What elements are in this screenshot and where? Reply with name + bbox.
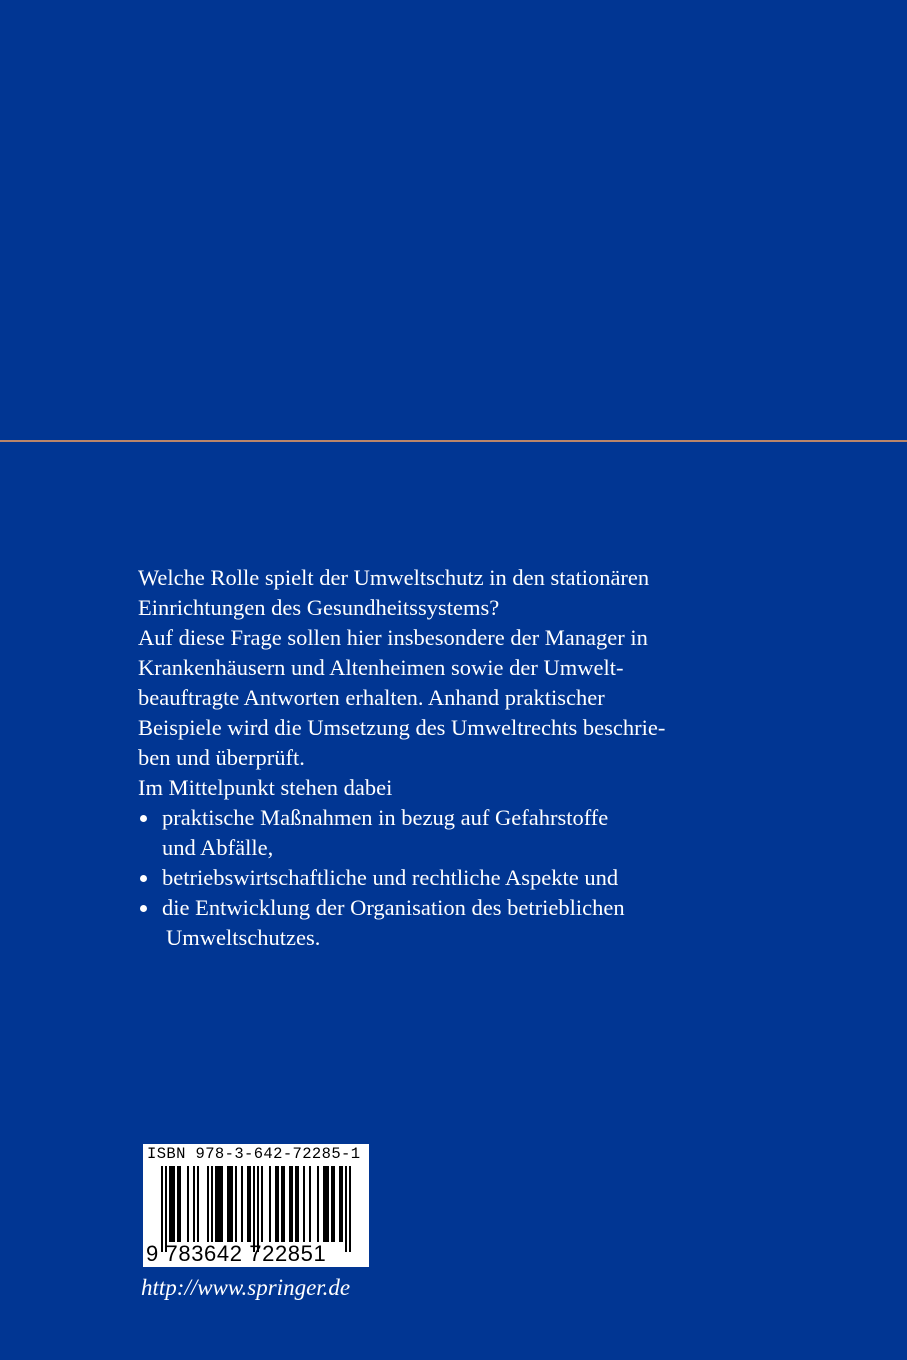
- barcode-bar: [171, 1166, 173, 1242]
- barcode-bar: [345, 1166, 347, 1252]
- barcode-bar: [269, 1166, 271, 1242]
- barcode-bar: [179, 1166, 181, 1242]
- barcode-bar: [197, 1166, 199, 1242]
- barcode-bar: [261, 1166, 263, 1242]
- barcode-bar: [339, 1166, 341, 1242]
- bullet-item: [138, 863, 778, 893]
- bullet-dot-icon: [140, 905, 147, 912]
- blurb-line: Welche Rolle spielt der Umweltschutz in den stationären: [138, 565, 650, 590]
- barcode-bar: [331, 1166, 333, 1242]
- barcode-bar: [325, 1166, 327, 1242]
- blurb-line: Einrichtungen des Gesundheitssystems?: [138, 595, 500, 620]
- blurb-line: Im Mittelpunkt stehen dabei: [138, 775, 393, 800]
- barcode-bar: [221, 1166, 223, 1242]
- barcode-bar: [295, 1166, 297, 1242]
- publisher-url[interactable]: http://www.springer.de: [141, 1275, 351, 1300]
- barcode-bar: [215, 1166, 217, 1242]
- barcode-bar: [217, 1166, 219, 1242]
- barcode-bar: [247, 1166, 249, 1242]
- barcode-bar: [257, 1166, 259, 1252]
- barcode-bar: [303, 1166, 305, 1242]
- blurb-line: Krankenhäusern und Altenheimen sowie der Umwelt-: [138, 655, 624, 680]
- barcode-bar: [341, 1166, 343, 1242]
- bullet-continuation: und Abfälle,: [162, 835, 274, 860]
- bullet-continuation: Umweltschutzes.: [166, 925, 321, 950]
- blurb-line: Auf diese Frage sollen hier insbesondere der Manager in: [138, 625, 648, 650]
- barcode-bar: [283, 1166, 285, 1242]
- bullet-text: praktische Maßnahmen in bezug auf Gefahrstoffe: [162, 805, 609, 830]
- barcode-bar: [349, 1166, 351, 1252]
- barcode-bar: [249, 1166, 251, 1242]
- bullet-item: [138, 893, 778, 923]
- barcode-bar: [231, 1166, 233, 1242]
- barcode-bar: [309, 1166, 311, 1242]
- bullet-text: die Entwicklung der Organisation des betrieblichen: [162, 895, 625, 920]
- blurb-line: beauftragte Antworten erhalten. Anhand praktischer: [138, 685, 605, 710]
- barcode-bar: [275, 1166, 277, 1242]
- barcode-bar: [281, 1166, 283, 1242]
- bullet-dot-icon: [140, 875, 147, 882]
- barcode-bar: [289, 1166, 291, 1242]
- barcode-bar: [165, 1166, 167, 1252]
- barcode-bar: [173, 1166, 175, 1242]
- barcode-bar: [193, 1166, 195, 1242]
- barcode-bar: [317, 1166, 319, 1242]
- ean-digits: 9 783642 722851: [146, 1241, 327, 1266]
- bullet-item: [138, 803, 778, 833]
- blurb-line: Beispiele wird die Umsetzung des Umweltrechts beschrie-: [138, 715, 666, 740]
- isbn-barcode: [143, 1144, 369, 1267]
- isbn-label: ISBN 978-3-642-72285-1: [147, 1145, 361, 1163]
- barcode-bar: [327, 1166, 329, 1242]
- barcode-bar: [297, 1166, 299, 1242]
- barcode-bar: [177, 1166, 179, 1242]
- barcode-bar: [241, 1166, 243, 1242]
- barcode-bar: [227, 1166, 229, 1242]
- barcode-bar: [235, 1166, 237, 1242]
- barcode-bar: [207, 1166, 209, 1242]
- barcode-bar: [187, 1166, 189, 1242]
- blurb-line: ben und überprüft.: [138, 745, 305, 770]
- barcode-bar: [323, 1166, 325, 1242]
- barcode-bar: [161, 1166, 163, 1252]
- cover-divider-rule: [0, 440, 907, 442]
- bullet-dot-icon: [140, 815, 147, 822]
- bullet-text: betriebswirtschaftliche und rechtliche Aspekte und: [162, 865, 619, 890]
- barcode-bar: [291, 1166, 293, 1242]
- barcode-bar: [333, 1166, 335, 1242]
- barcode-bar: [229, 1166, 231, 1242]
- blurb-text: [138, 563, 778, 953]
- barcode-bar: [211, 1166, 213, 1242]
- barcode-bar: [219, 1166, 221, 1242]
- barcode-bar: [169, 1166, 171, 1242]
- barcode-bar: [277, 1166, 279, 1242]
- barcode-bar: [253, 1166, 255, 1252]
